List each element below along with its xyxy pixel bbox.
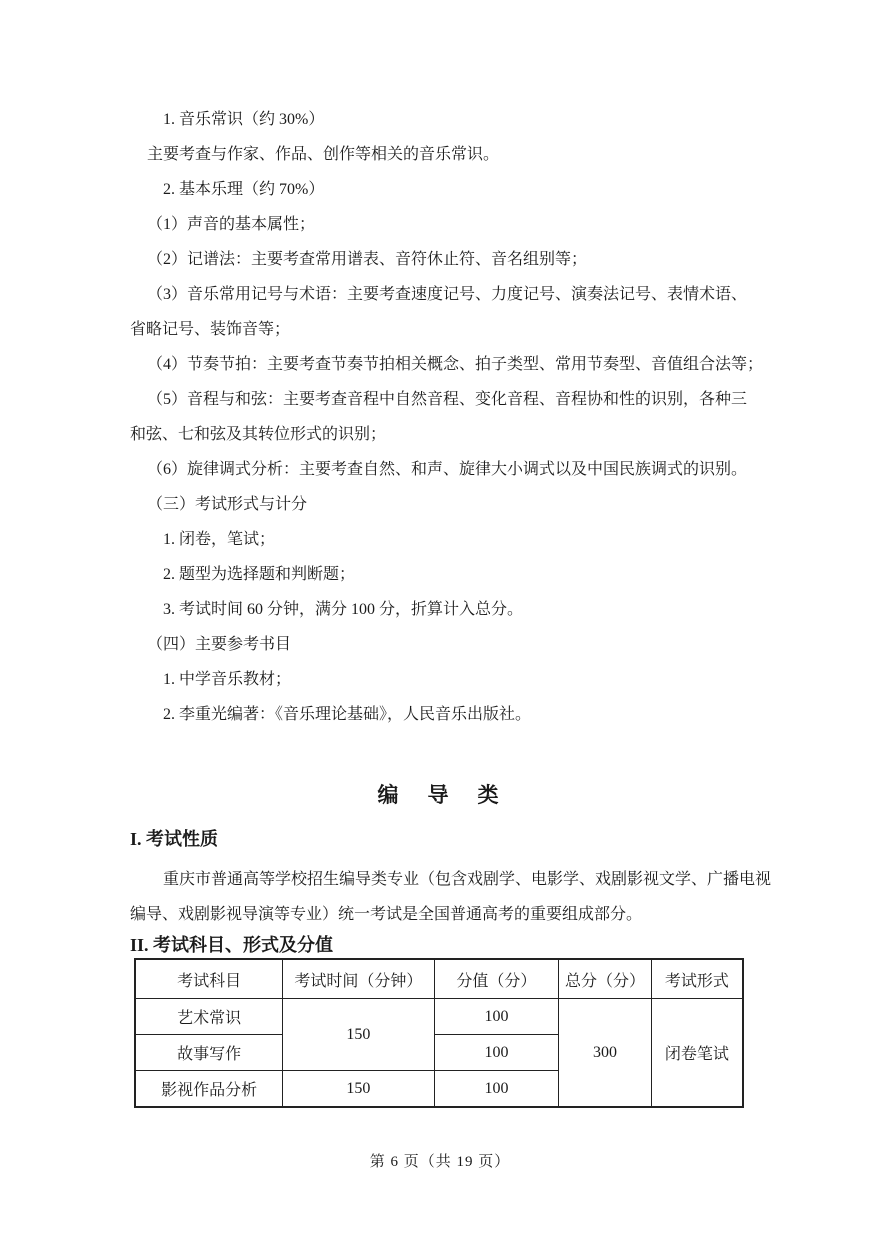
body-line: （1）声音的基本属性； bbox=[147, 216, 316, 233]
section-title-biandao: 编 导 类 bbox=[377, 783, 503, 807]
cell-score: 100 bbox=[434, 999, 559, 1035]
body-line: 3. 考试时间 60 分钟，满分 100 分，折算计入总分。 bbox=[163, 601, 524, 618]
cell-exam-form: 闭卷笔试 bbox=[651, 999, 743, 1108]
body-line: （3）音乐常用记号与术语：主要考查速度记号、力度记号、演奏法记号、表情术语、 bbox=[147, 286, 748, 303]
body-line: 2. 李重光编著：《音乐理论基础》，人民音乐出版社。 bbox=[163, 706, 532, 723]
heading-exam-nature: I. 考试性质 bbox=[130, 829, 219, 849]
cell-time-merged: 150 bbox=[283, 999, 434, 1071]
cell-subject: 影视作品分析 bbox=[135, 1071, 283, 1108]
body-line: 2. 题型为选择题和判断题； bbox=[163, 566, 356, 583]
body-line: 重庆市普通高等学校招生编导类专业（包含戏剧学、电影学、戏剧影视文学、广播电视 bbox=[163, 871, 772, 888]
page-number-footer: 第 6 页（共 19 页） bbox=[369, 1154, 511, 1170]
cell-subject: 故事写作 bbox=[135, 1035, 283, 1071]
body-line: （4）节奏节拍：主要考查节奏节拍相关概念、拍子类型、常用节奏型、音值组合法等； bbox=[147, 356, 764, 373]
heading-exam-subjects: II. 考试科目、形式及分值 bbox=[130, 935, 334, 955]
body-line: 1. 闭卷，笔试； bbox=[163, 531, 276, 548]
col-header-score: 分值（分） bbox=[434, 959, 559, 999]
body-line: （6）旋律调式分析：主要考查自然、和声、旋律大小调式以及中国民族调式的识别。 bbox=[147, 461, 748, 478]
cell-time: 150 bbox=[283, 1071, 434, 1108]
body-line: 2. 基本乐理（约 70%） bbox=[163, 181, 325, 198]
body-line: 1. 中学音乐教材； bbox=[163, 671, 292, 688]
body-line: 省略记号、装饰音等； bbox=[130, 321, 291, 338]
body-line: 编导、戏剧影视导演等专业）统一考试是全国普通高考的重要组成部分。 bbox=[130, 906, 643, 923]
body-line: （三）考试形式与计分 bbox=[147, 496, 308, 513]
col-header-form: 考试形式 bbox=[651, 959, 743, 999]
col-header-subject: 考试科目 bbox=[135, 959, 283, 999]
body-line: 主要考查与作家、作品、创作等相关的音乐常识。 bbox=[147, 146, 500, 163]
music-section-body bbox=[130, 102, 764, 732]
body-line: 和弦、七和弦及其转位形式的识别； bbox=[130, 426, 387, 443]
table-header-row bbox=[135, 959, 743, 999]
body-line: （2）记谱法：主要考查常用谱表、音符休止符、音名组别等； bbox=[147, 251, 588, 268]
cell-score: 100 bbox=[434, 1035, 559, 1071]
col-header-total: 总分（分） bbox=[559, 959, 651, 999]
body-line: （5）音程与和弦：主要考查音程中自然音程、变化音程、音程协和性的识别，各种三 bbox=[147, 391, 748, 408]
table-row bbox=[135, 999, 743, 1035]
cell-total-score: 300 bbox=[559, 999, 651, 1108]
exam-nature-paragraph bbox=[130, 862, 772, 932]
cell-subject: 艺术常识 bbox=[135, 999, 283, 1035]
body-line: 1. 音乐常识（约 30%） bbox=[163, 111, 325, 128]
exam-subjects-table bbox=[134, 958, 744, 1108]
body-line: （四）主要参考书目 bbox=[147, 636, 292, 653]
col-header-time: 考试时间（分钟） bbox=[283, 959, 434, 999]
cell-score: 100 bbox=[434, 1071, 559, 1108]
